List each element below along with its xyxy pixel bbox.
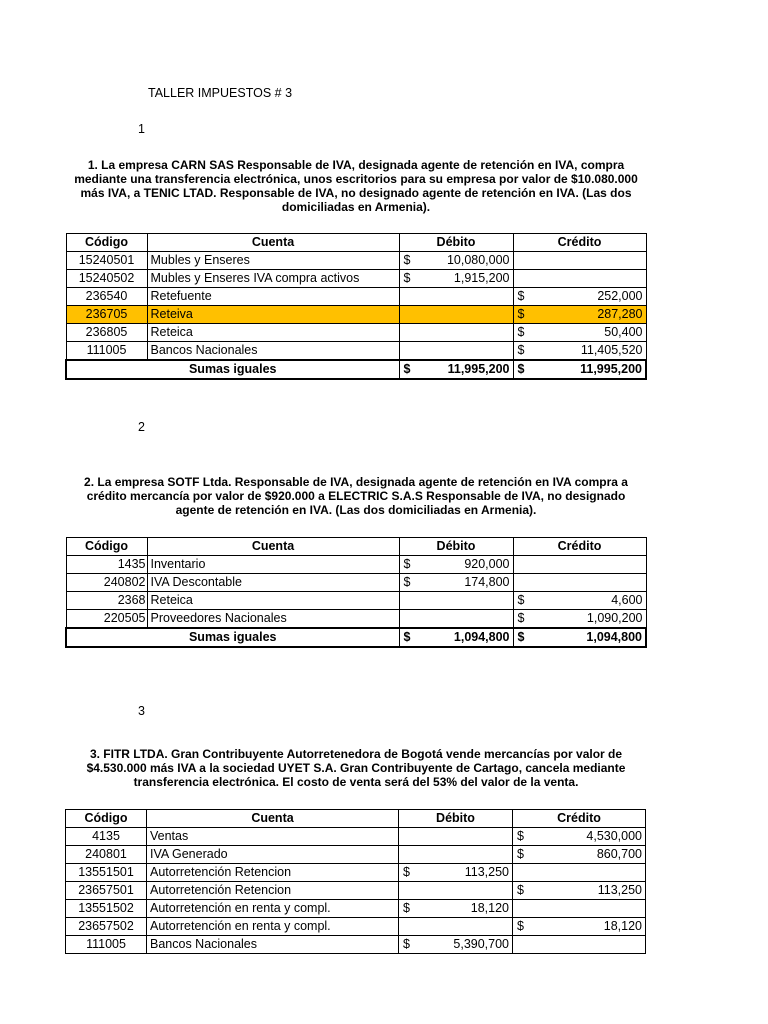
section-1-statement: 1. La empresa CARN SAS Responsable de IVA, designada agente de retención en IVA, compra mediante una transferencia electrónica, unos escritorios para su empresa por valor de $10.080.000 más IVA, a TENIC LTAD. Responsable de IVA, no designado agente de retención en IVA. (Las dos domiciliadas en Armenia). [74, 158, 638, 214]
account-cell: IVA Generado [147, 846, 399, 864]
account-cell: Mubles y Enseres IVA compra activos [147, 270, 399, 288]
account-header: Cuenta [147, 810, 399, 828]
code-cell: 23657501 [66, 882, 147, 900]
credit-cell [513, 936, 646, 954]
page-title: TALLER IMPUESTOS # 3 [148, 86, 293, 100]
table-row [66, 846, 646, 864]
debit-cell [399, 918, 513, 936]
debit-cell [399, 592, 513, 610]
account-cell: Autorretención en renta y compl. [147, 918, 399, 936]
code-cell: 111005 [66, 342, 147, 361]
currency-symbol: $ [403, 901, 410, 915]
debit-cell [399, 610, 513, 629]
account-header: Cuenta [147, 538, 399, 556]
table-row [66, 342, 646, 361]
credit-cell [513, 270, 646, 288]
code-cell: 220505 [66, 610, 147, 629]
table-header-row [66, 810, 646, 828]
total-credit-cell [513, 360, 646, 379]
debit-amount: 113,250 [464, 865, 509, 879]
currency-symbol: $ [403, 271, 411, 285]
currency-symbol: $ [517, 362, 525, 376]
credit-amount: 4,600 [611, 593, 643, 607]
debit-amount: 10,080,000 [446, 253, 510, 267]
account-cell: Bancos Nacionales [147, 342, 399, 361]
currency-symbol: $ [517, 883, 524, 897]
account-cell: Bancos Nacionales [147, 936, 399, 954]
account-cell: Inventario [147, 556, 399, 574]
currency-symbol: $ [403, 575, 411, 589]
code-cell: 2368 [66, 592, 147, 610]
currency-symbol: $ [517, 919, 524, 933]
credit-header: Crédito [513, 538, 646, 556]
code-header: Código [66, 810, 147, 828]
debit-cell [399, 252, 513, 270]
credit-amount: 18,120 [603, 919, 642, 933]
section-3-ledger-table [65, 809, 646, 954]
table-row [66, 556, 646, 574]
section-2-ledger-table [65, 537, 647, 648]
currency-symbol: $ [517, 611, 525, 625]
table-row [66, 592, 646, 610]
credit-header: Crédito [513, 234, 646, 252]
table-row [66, 864, 646, 882]
account-cell: Reteiva [147, 306, 399, 324]
debit-header: Débito [399, 538, 513, 556]
account-cell: Autorretención en renta y compl. [147, 900, 399, 918]
table-row [66, 918, 646, 936]
debit-cell [399, 342, 513, 361]
currency-symbol: $ [403, 865, 410, 879]
account-cell: IVA Descontable [147, 574, 399, 592]
credit-cell [513, 882, 646, 900]
currency-symbol: $ [517, 593, 525, 607]
credit-amount: 113,250 [597, 883, 642, 897]
debit-cell [399, 556, 513, 574]
section-1-number: 1 [138, 122, 145, 136]
credit-amount: 252,000 [597, 289, 643, 303]
total-debit-cell [399, 628, 513, 647]
code-cell: 23657502 [66, 918, 147, 936]
totals-label: Sumas iguales [66, 360, 399, 379]
code-cell: 4135 [66, 828, 147, 846]
code-cell: 236705 [66, 306, 147, 324]
debit-cell [399, 288, 513, 306]
currency-symbol: $ [403, 253, 411, 267]
total-debit-cell [399, 360, 513, 379]
totals-row [66, 360, 646, 379]
debit-cell [399, 324, 513, 342]
currency-symbol: $ [517, 829, 524, 843]
credit-amount: 860,700 [596, 847, 642, 861]
code-cell: 15240502 [66, 270, 147, 288]
total-credit-amount: 11,995,200 [580, 362, 642, 376]
debit-amount: 174,800 [464, 575, 510, 589]
section-2-number: 2 [138, 420, 145, 434]
account-cell: Reteica [147, 324, 399, 342]
account-cell: Autorretención Retencion [147, 882, 399, 900]
currency-symbol: $ [517, 630, 525, 644]
code-cell: 13551501 [66, 864, 147, 882]
credit-cell [513, 900, 646, 918]
table-row [66, 936, 646, 954]
debit-cell [399, 900, 513, 918]
debit-header: Débito [399, 234, 513, 252]
currency-symbol: $ [403, 937, 410, 951]
credit-cell [513, 918, 646, 936]
currency-symbol: $ [517, 289, 525, 303]
code-cell: 240801 [66, 846, 147, 864]
table-header-row [66, 234, 646, 252]
code-cell: 15240501 [66, 252, 147, 270]
credit-header: Crédito [513, 810, 646, 828]
credit-cell [513, 342, 646, 361]
currency-symbol: $ [517, 343, 525, 357]
totals-row [66, 628, 646, 647]
credit-cell [513, 252, 646, 270]
code-header: Código [66, 234, 147, 252]
currency-symbol: $ [403, 362, 411, 376]
credit-cell [513, 324, 646, 342]
total-debit-amount: 11,995,200 [447, 362, 510, 376]
credit-amount: 4,530,000 [586, 829, 642, 843]
code-cell: 240802 [66, 574, 147, 592]
debit-cell [399, 936, 513, 954]
debit-cell [399, 846, 513, 864]
total-credit-amount: 1,094,800 [586, 630, 642, 644]
table-row [66, 324, 646, 342]
account-cell: Ventas [147, 828, 399, 846]
credit-cell [513, 574, 646, 592]
account-cell: Retefuente [147, 288, 399, 306]
total-credit-cell [513, 628, 646, 647]
debit-amount: 18,120 [470, 901, 509, 915]
credit-amount: 11,405,520 [580, 343, 643, 357]
debit-amount: 5,390,700 [453, 937, 509, 951]
account-cell: Reteica [147, 592, 399, 610]
code-cell: 13551502 [66, 900, 147, 918]
credit-amount: 1,090,200 [586, 611, 643, 625]
credit-cell [513, 864, 646, 882]
total-debit-amount: 1,094,800 [453, 630, 510, 644]
debit-cell [399, 270, 513, 288]
credit-cell [513, 828, 646, 846]
table-header-row [66, 538, 646, 556]
table-row [66, 270, 646, 288]
debit-cell [399, 306, 513, 324]
credit-cell [513, 846, 646, 864]
credit-amount: 287,280 [597, 307, 643, 321]
table-row [66, 900, 646, 918]
table-row [66, 288, 646, 306]
code-cell: 236805 [66, 324, 147, 342]
debit-cell [399, 828, 513, 846]
credit-cell [513, 306, 646, 324]
code-cell: 236540 [66, 288, 147, 306]
debit-amount: 1,915,200 [453, 271, 510, 285]
section-1-ledger-table [65, 233, 647, 380]
debit-cell [399, 882, 513, 900]
table-row [66, 882, 646, 900]
credit-cell [513, 592, 646, 610]
currency-symbol: $ [517, 307, 525, 321]
debit-amount: 920,000 [464, 557, 510, 571]
section-2-statement: 2. La empresa SOTF Ltda. Responsable de IVA, designada agente de retención en IVA compra a crédito mercancía por valor de $920.000 a ELECTRIC S.A.S Responsable de IVA, no designado agente de retención en IVA. (Las dos domiciliadas en Armenia). [84, 475, 628, 517]
credit-amount: 50,400 [604, 325, 643, 339]
account-header: Cuenta [147, 234, 399, 252]
table-row [66, 610, 646, 629]
section-3-statement: 3. FITR LTDA. Gran Contribuyente Autorretenedora de Bogotá vende mercancías por valor de $4.530.000 más IVA a la sociedad UYET S.A. Gran Contribuyente de Cartago, cancela mediante transferencia electrónica. El costo de venta será del 53% del valor de la venta. [86, 747, 626, 789]
table-row [66, 574, 646, 592]
code-header: Código [66, 538, 147, 556]
table-row [66, 828, 646, 846]
debit-cell [399, 864, 513, 882]
account-cell: Mubles y Enseres [147, 252, 399, 270]
totals-label: Sumas iguales [66, 628, 399, 647]
currency-symbol: $ [403, 630, 411, 644]
highlighted-table-row [66, 306, 646, 324]
debit-header: Débito [399, 810, 513, 828]
currency-symbol: $ [517, 325, 525, 339]
code-cell: 111005 [66, 936, 147, 954]
debit-cell [399, 574, 513, 592]
credit-cell [513, 610, 646, 629]
account-cell: Autorretención Retencion [147, 864, 399, 882]
credit-cell [513, 288, 646, 306]
code-cell: 1435 [66, 556, 147, 574]
credit-cell [513, 556, 646, 574]
currency-symbol: $ [517, 847, 524, 861]
table-row [66, 252, 646, 270]
currency-symbol: $ [403, 557, 411, 571]
section-3-number: 3 [138, 704, 145, 718]
account-cell: Proveedores Nacionales [147, 610, 399, 629]
